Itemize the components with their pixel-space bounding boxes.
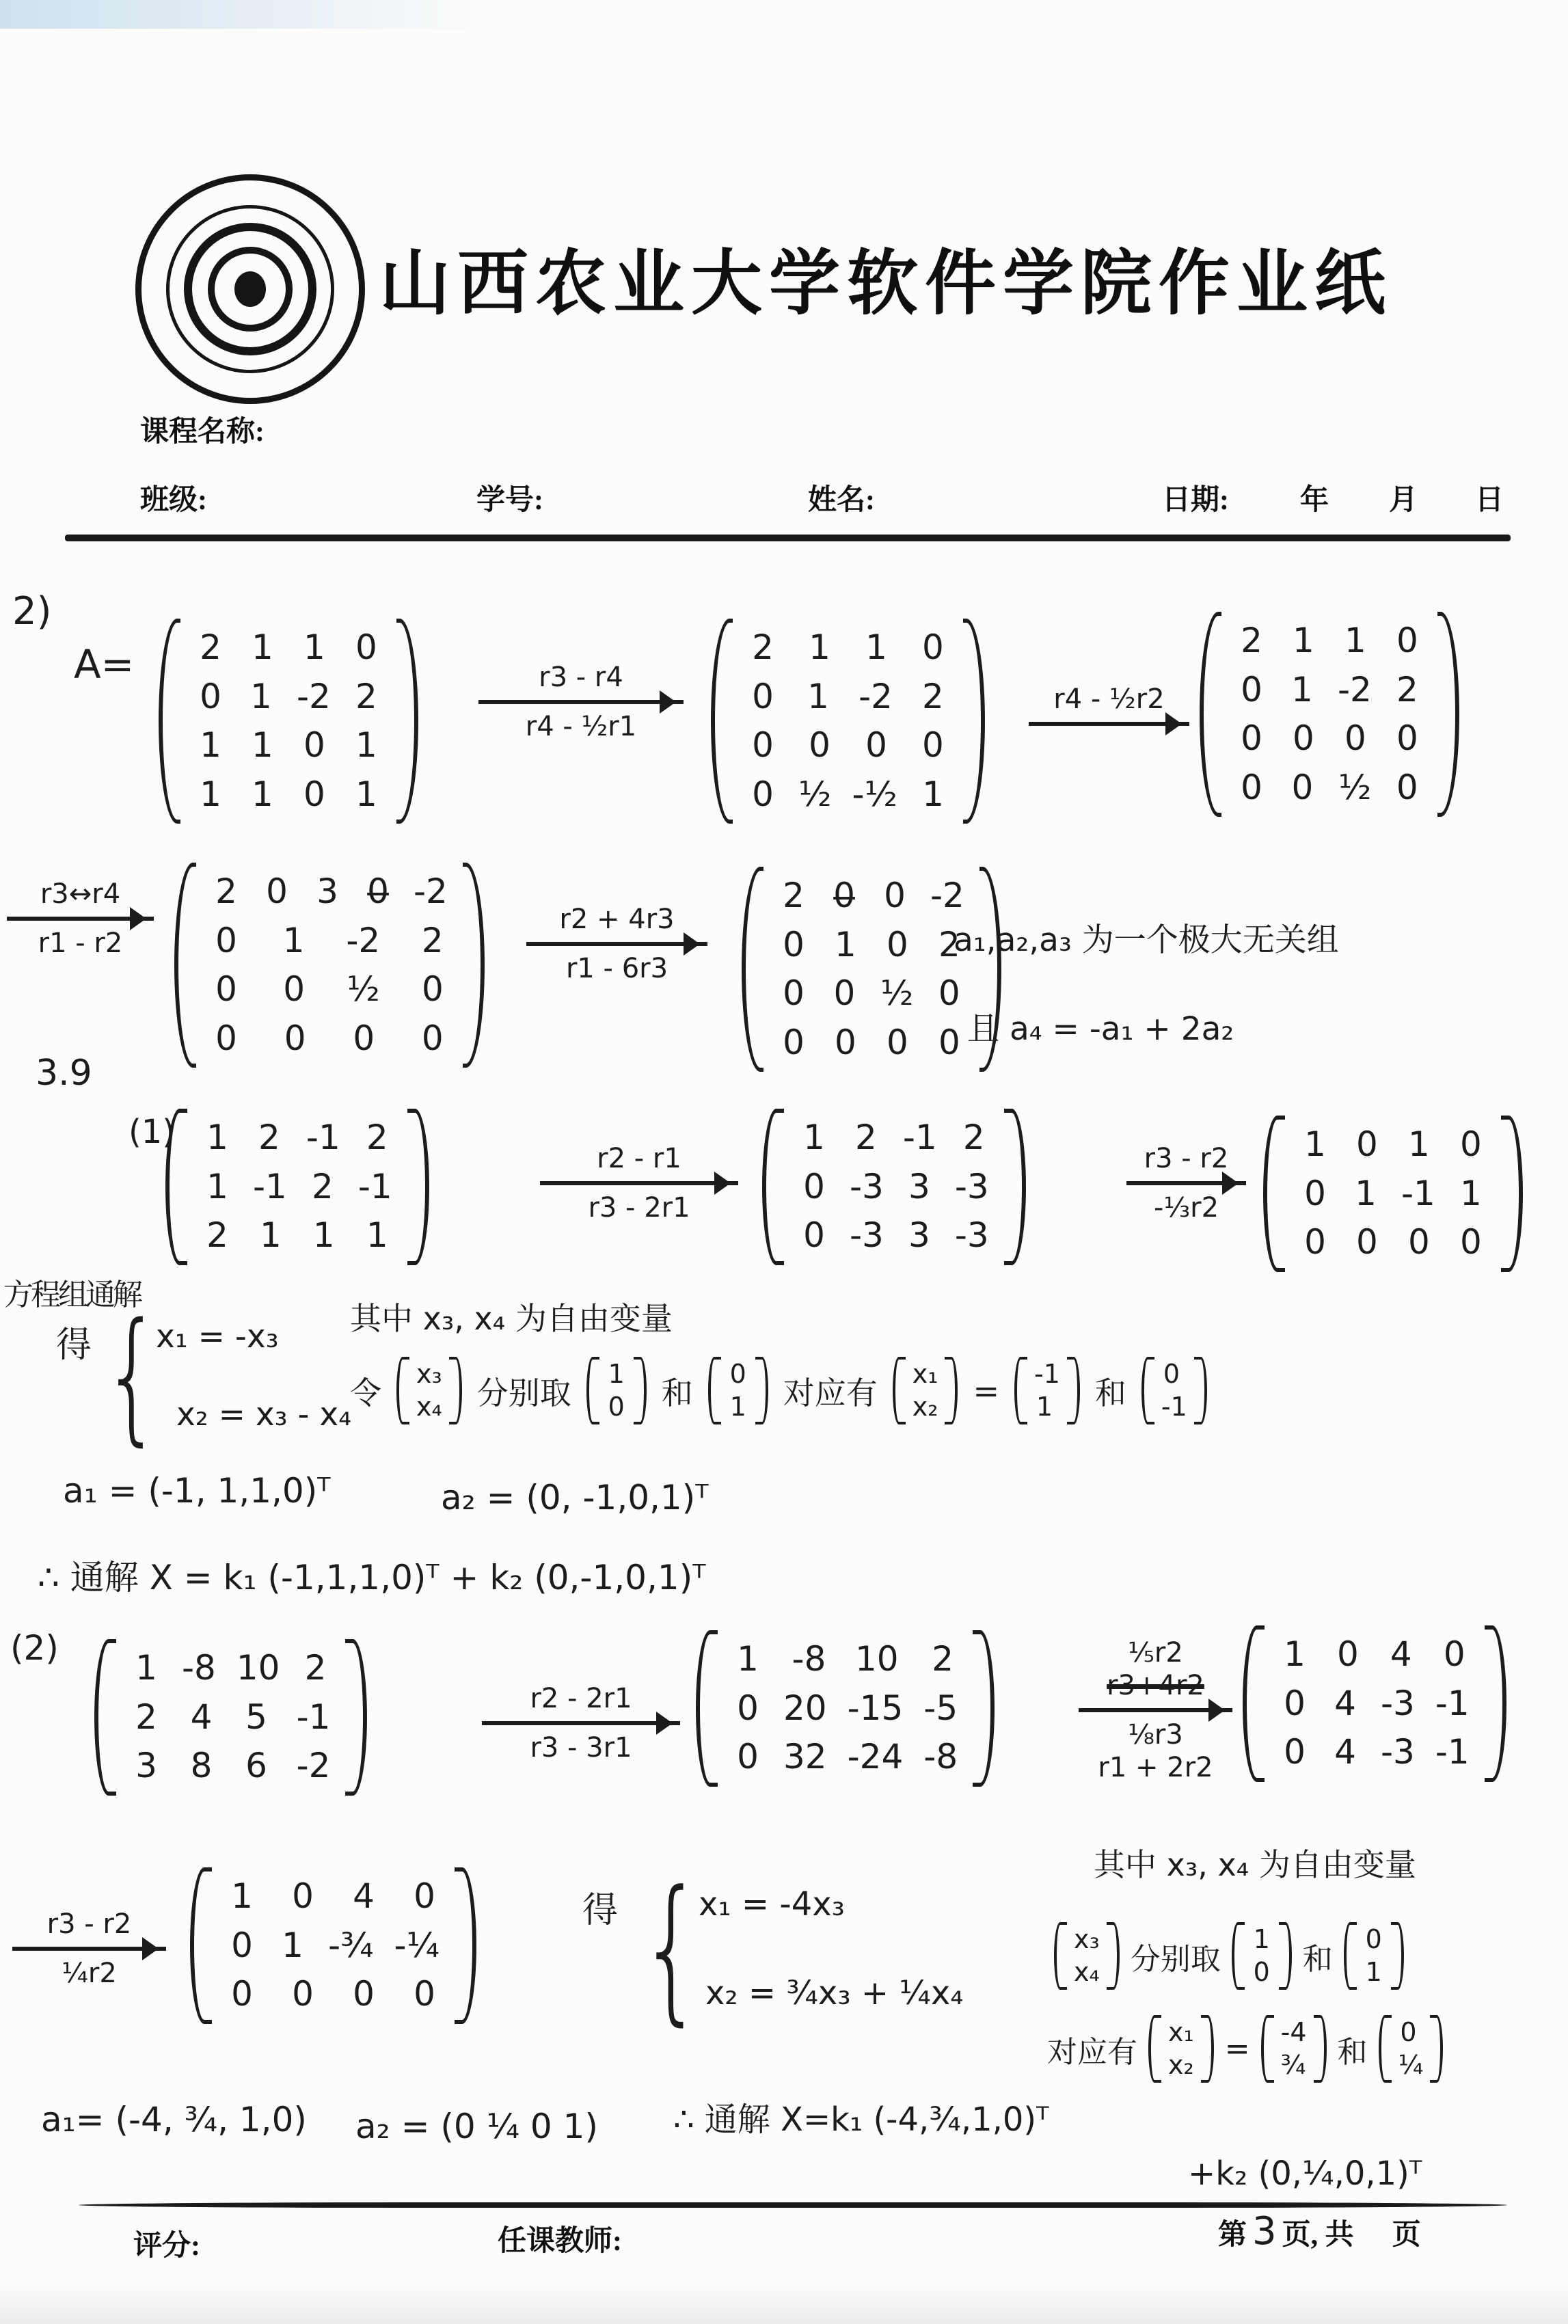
let-label: 令 (350, 1374, 381, 1411)
left-paren (1200, 612, 1221, 817)
and-label: 和 (661, 1374, 693, 1411)
page-suffix: 页 (1392, 2219, 1421, 2251)
month-label: 月 (1389, 485, 1418, 516)
class-label: 班级: (140, 485, 207, 516)
arrow-line (1126, 1181, 1246, 1185)
basis-vector-a2: a₂ = (0 ¼ 0 1) (355, 2107, 598, 2146)
right-paren (973, 1630, 995, 1787)
arrow-line (7, 917, 154, 921)
arrow-label: r3 - 2r1 (588, 1192, 690, 1224)
right-paren (1485, 1625, 1506, 1782)
and-label: 和 (1302, 1941, 1333, 1977)
vector: x₃ x₄ (1054, 1922, 1120, 1990)
arrow-label: r2 + 4r3 (559, 904, 675, 935)
vector: 1 0 (586, 1357, 647, 1424)
page-number-line (1218, 2209, 1421, 2254)
row-op-arrow (478, 662, 684, 742)
row-op-arrow (1126, 1143, 1246, 1224)
arrow-line (1079, 1708, 1232, 1712)
row-op-arrow (1029, 684, 1189, 731)
left-paren (1263, 1116, 1285, 1272)
right-paren (1501, 1116, 1523, 1272)
name-label: 姓名: (808, 485, 875, 516)
matrix: 2 0 3 0̶ -2 0 1 -2 2 0 0 ½ 0 0 0 0 0 (174, 863, 485, 1068)
arrow-line (1029, 722, 1189, 726)
system-brace: { (639, 1858, 705, 2040)
problem-2-label: 2) (12, 589, 52, 634)
student-id-label: 学号: (476, 485, 543, 516)
score-label: 评分: (133, 2230, 200, 2262)
arrow-label: r3 - 3r1 (530, 1732, 632, 1764)
matrix: 2 1 1 0 0 1 -2 2 0 0 0 0 0 0 ½ 0 (1200, 612, 1459, 817)
seal-ring (166, 205, 334, 373)
right-paren (1437, 612, 1459, 817)
equation: x₁ = -x₃ (156, 1318, 279, 1355)
matrix: 2 1 1 0 0 1 -2 2 1 1 0 1 1 1 0 1 (159, 619, 418, 824)
equation: x₂ = ¾x₃ + ¼x₄ (705, 1974, 964, 2012)
max-independent-set-note: a₁,a₂,a₃ 为一个极大无关组 (954, 921, 1339, 959)
general-solution: ∴ 通解 X=k₁ (-4,¾,1,0)ᵀ (673, 2100, 1049, 2139)
left-paren (762, 1109, 784, 1265)
subproblem-1-label: (1) (129, 1113, 175, 1151)
right-paren (455, 1867, 476, 2024)
equation: x₁ = -4x₃ (699, 1885, 845, 1923)
right-paren (963, 619, 985, 824)
left-paren (174, 863, 196, 1068)
college-seal (135, 174, 365, 404)
obtain-label: 得 (582, 1890, 619, 1931)
vector: 0 ¼ (1379, 2015, 1444, 2083)
arrow-label: r3 - r2 (1144, 1143, 1229, 1174)
row-op-arrow (1079, 1637, 1232, 1783)
vector: -1 1 (1014, 1357, 1080, 1424)
then-label: 对应有 (1047, 2034, 1137, 2070)
matrix: 2 1 1 0 0 1 -2 2 0 0 0 0 0 ½ -½ 1 (711, 619, 985, 824)
vector: 0 1 (708, 1357, 768, 1424)
and-label: 和 (1337, 2034, 1368, 2070)
general-solution-margin-note: 方程组通解 (3, 1278, 140, 1312)
free-variable-note: 其中 x₃, x₄ 为自由变量 (350, 1300, 673, 1337)
basis-vector-a1: a₁ = (-1, 1,1,0)ᵀ (63, 1471, 331, 1511)
year-label: 年 (1300, 485, 1329, 516)
page-mid: 页, 共 (1282, 2219, 1354, 2251)
right-paren (345, 1639, 367, 1796)
right-paren (1004, 1109, 1026, 1265)
seal-eye (208, 247, 293, 332)
page-title: 山西农业大学软件学院作业纸 (379, 245, 1393, 323)
free-variable-note: 其中 x₃, x₄ 为自由变量 (1094, 1846, 1416, 1883)
left-paren (190, 1867, 212, 2024)
equation: x₂ = x₃ - x₄ (176, 1396, 352, 1433)
matrix-a-equals: A= (74, 641, 135, 688)
matrix: 1 0 4 0 0 1 -¾ -¼ 0 0 0 0 (190, 1867, 476, 2024)
equals-sign: = (973, 1372, 1000, 1409)
obtain-label: 得 (56, 1325, 92, 1366)
arrow-line (478, 700, 684, 704)
assignment-line (1054, 1922, 1404, 1990)
problem-3-9-label: 3.9 (36, 1053, 92, 1094)
matrix: 1 -8 10 2 2 4 5 -1 3 8 6 -2 (94, 1639, 367, 1796)
page-number: 3 (1252, 2209, 1277, 2254)
arrow-line (540, 1181, 738, 1185)
and-label: 和 (1094, 1374, 1126, 1411)
right-paren (463, 863, 485, 1068)
arrow-line (526, 942, 707, 946)
vector: 0 1 (1344, 1922, 1404, 1990)
date-label: 日期: (1162, 485, 1229, 516)
arrow-label: -⅓r2 (1153, 1192, 1219, 1224)
arrow-label: ⅛r3 (1128, 1719, 1183, 1751)
basis-vector-a2: a₂ = (0, -1,0,1)ᵀ (441, 1478, 709, 1517)
left-paren (159, 619, 180, 824)
day-label: 日 (1475, 485, 1504, 516)
scan-artifact-top (0, 0, 499, 29)
general-solution-continued: +k₂ (0,¼,0,1)ᵀ (1188, 2154, 1422, 2193)
arrow-label-struck: r3+4r2 (1107, 1670, 1204, 1701)
footer-rule (79, 2202, 1507, 2208)
course-name-label: 课程名称: (140, 416, 265, 448)
assignment-line (350, 1357, 1207, 1424)
left-paren (696, 1630, 718, 1787)
arrow-label: r3 - r2 (46, 1908, 132, 1940)
scan-artifact-bottom (0, 2283, 1568, 2324)
vector: x₁ x₂ (1148, 2015, 1214, 2083)
teacher-label: 任课教师: (498, 2226, 622, 2257)
vector: x₃ x₄ (396, 1357, 462, 1424)
arrow-label: ⅕r2 (1128, 1637, 1183, 1668)
left-paren (742, 867, 763, 1072)
vector: 1 0 (1232, 1922, 1292, 1990)
matrix: 1 0 4 0 0 4 -3 -1 0 4 -3 -1 (1243, 1625, 1506, 1782)
row-op-arrow (526, 904, 707, 984)
arrow-label: r1 - 6r3 (565, 953, 668, 984)
take-label: 分别取 (1130, 1941, 1221, 1977)
matrix: 1 0 1 0 0 1 -1 1 0 0 0 0 (1263, 1116, 1523, 1272)
arrow-label: r2 - r1 (597, 1143, 681, 1174)
right-paren (396, 619, 418, 824)
vector: x₁ x₂ (893, 1357, 958, 1424)
right-paren (407, 1109, 429, 1265)
row-op-arrow (7, 878, 154, 959)
vector: -4 ¾ (1261, 2015, 1327, 2083)
row-op-arrow (482, 1683, 680, 1764)
arrow-label: r4 - ½r1 (525, 711, 637, 742)
row-op-arrow (12, 1908, 166, 1989)
left-paren (165, 1109, 187, 1265)
basis-vector-a1: a₁= (-4, ¾, 1,0) (41, 2100, 307, 2139)
equals-sign: = (1224, 2031, 1250, 2067)
take-label: 分别取 (476, 1374, 571, 1411)
left-paren (94, 1639, 116, 1796)
left-paren (1243, 1625, 1265, 1782)
subproblem-2-label: (2) (10, 1628, 59, 1668)
arrow-label: r3↔r4 (40, 878, 121, 910)
arrow-line (482, 1721, 680, 1725)
matrix: 2 0̶ 0 -2 0 1 0 2 0 0 ½ 0 0 0 0 0 (742, 867, 1001, 1072)
header-rule (65, 535, 1511, 541)
matrix: 1 2 -1 2 0 -3 3 -3 0 -3 3 -3 (762, 1109, 1026, 1265)
system-brace: { (103, 1292, 162, 1459)
seal-ring (184, 223, 316, 355)
seal-pupil (234, 271, 266, 307)
arrow-line (12, 1947, 166, 1951)
arrow-label: ¼r2 (62, 1958, 117, 1989)
assignment-line (1047, 2015, 1443, 2083)
row-op-arrow (540, 1143, 738, 1224)
then-label: 对应有 (783, 1374, 878, 1411)
matrix: 1 2 -1 2 1 -1 2 -1 2 1 1 1 (165, 1109, 429, 1265)
arrow-label: r1 - r2 (38, 928, 123, 959)
arrow-label: r1 + 2r2 (1098, 1752, 1213, 1783)
page-prefix: 第 (1218, 2219, 1247, 2251)
arrow-label: r3 - r4 (539, 662, 623, 693)
arrow-label: r2 - 2r1 (530, 1683, 632, 1714)
matrix: 1 -8 10 2 0 20 -15 -5 0 32 -24 -8 (696, 1630, 995, 1787)
arrow-label: r4 - ½r2 (1053, 684, 1165, 715)
vector: 0 -1 (1141, 1357, 1207, 1424)
left-paren (711, 619, 733, 824)
general-solution: ∴ 通解 X = k₁ (-1,1,1,0)ᵀ + k₂ (0,-1,0,1)ᵀ (38, 1558, 706, 1597)
a4-combination-note: 且 a₄ = -a₁ + 2a₂ (967, 1010, 1234, 1048)
